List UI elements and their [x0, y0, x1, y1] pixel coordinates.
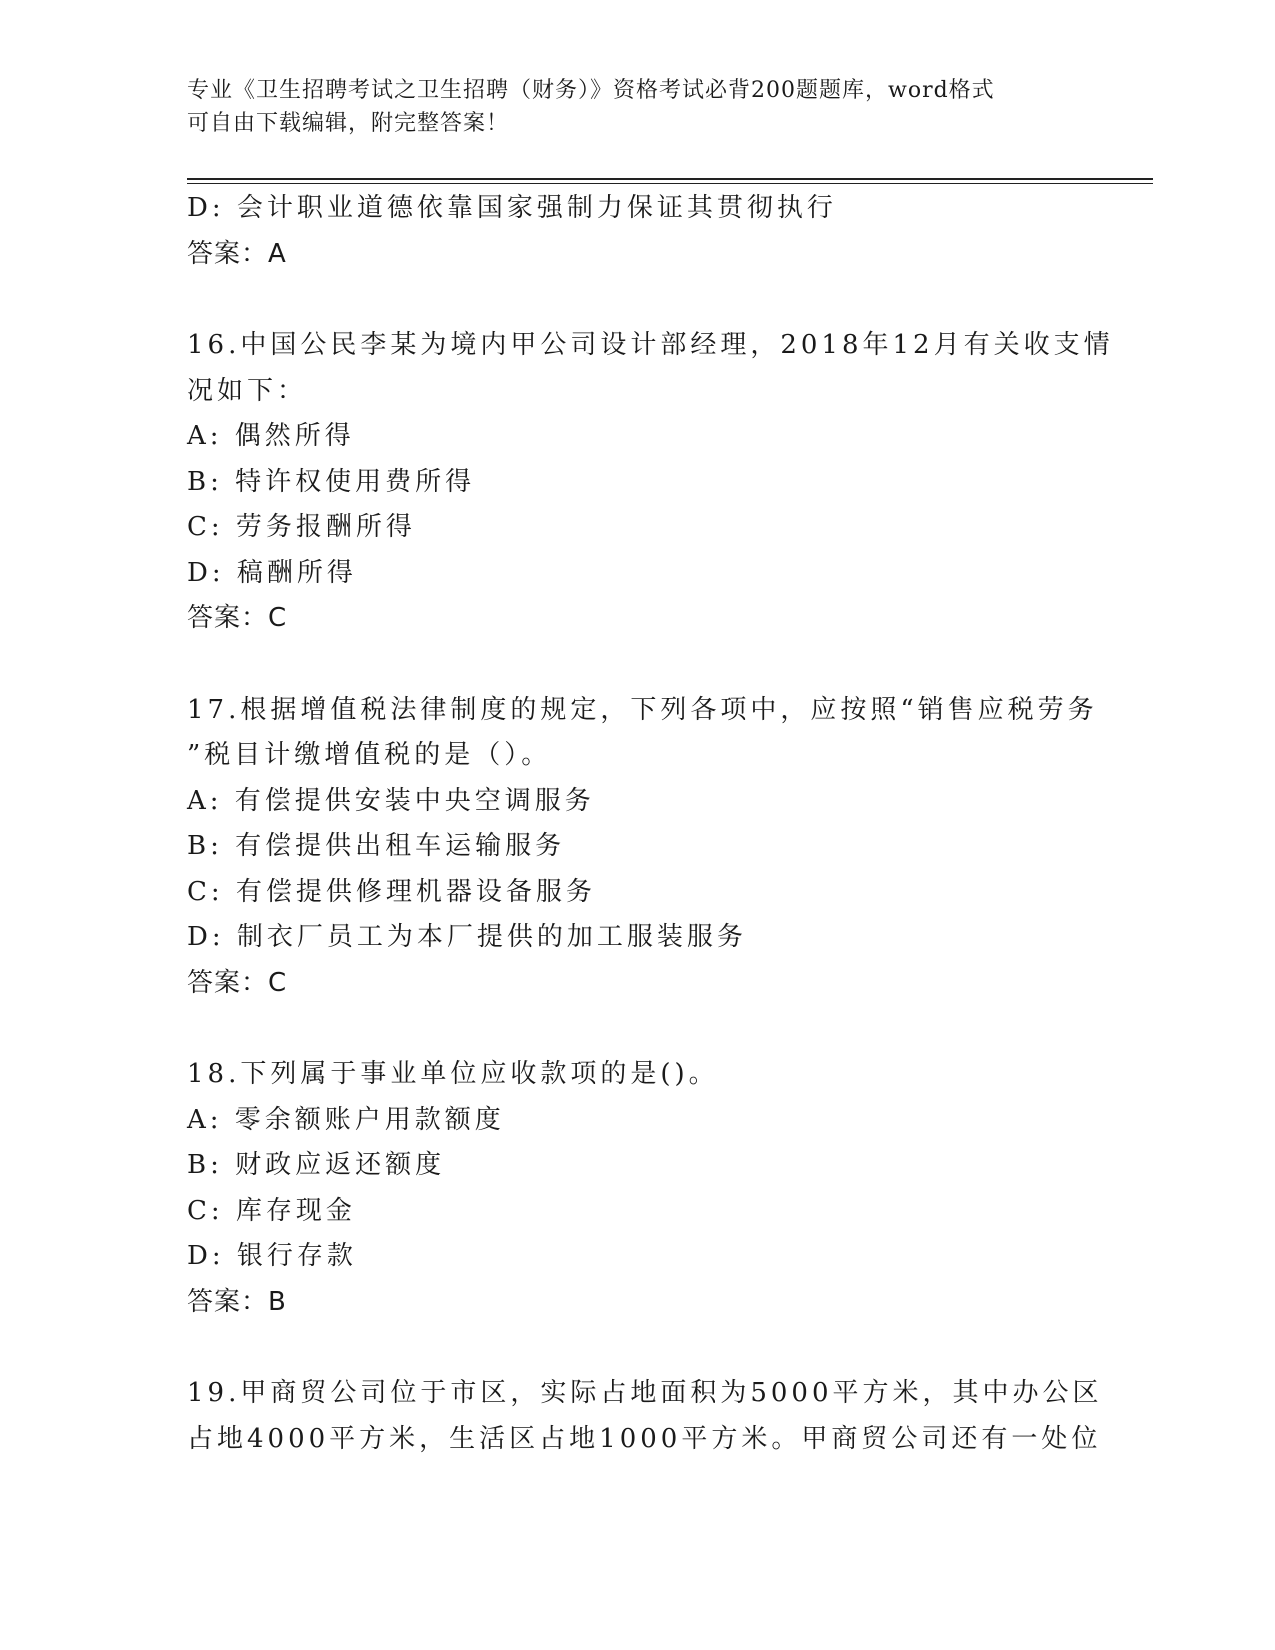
question-18-option-c: C: 库存现金: [187, 1195, 356, 1226]
question-16-option-a: A: 偶然所得: [187, 421, 355, 451]
header-line-2: 可自由下载编辑，附完整答案！: [187, 111, 510, 136]
header-line-1: 专业《卫生招聘考试之卫生招聘（财务）》资格考试必背200题题库，word格式: [187, 78, 995, 103]
question-17-option-c: C: 有偿提供修理机器设备服务: [187, 876, 596, 907]
question-19: [187, 1371, 1103, 1462]
question-17-option-a: A: 有偿提供安装中央空调服务: [187, 785, 595, 816]
question-18-option-d: D: 银行存款: [187, 1241, 357, 1271]
question-18-option-a: A: 零余额账户用款额度: [187, 1104, 505, 1135]
question-16-stem-line-2: 况如下：: [187, 375, 308, 406]
question-18-stem-line-1: 18.下列属于事业单位应收款项的是()。: [187, 1059, 719, 1089]
question-18-answer: 答案：B: [187, 1286, 287, 1317]
question-16-option-c: C: 劳务报酬所得: [187, 512, 416, 542]
question-18: [187, 1052, 1087, 1325]
header-divider-thick: [187, 178, 1153, 180]
question-17-stem-line-1: 17.根据增值税法律制度的规定，下列各项中，应按照“销售应税劳务: [187, 694, 1098, 725]
question-17-option-d: D: 制衣厂员工为本厂提供的加工服装服务: [187, 922, 747, 952]
question-17-stem-line-2: ”税目计缴增值税的是（）。: [187, 740, 552, 770]
document-header: [187, 74, 1067, 140]
header-divider-thin: [187, 183, 1153, 184]
question-19-stem-line-1: 19.甲商贸公司位于市区，实际占地面积为5000平方米，其中办公区: [187, 1378, 1103, 1408]
question-16-stem-line-1: 16.中国公民李某为境内甲公司设计部经理，2018年12月有关收支情: [187, 330, 1114, 360]
question-18-option-b: B: 财政应返还额度: [187, 1150, 446, 1180]
question-15-option-d: D: 会计职业道德依靠国家强制力保证其贯彻执行: [187, 193, 837, 223]
question-16-option-d: D: 稿酬所得: [187, 557, 357, 588]
question-16-option-b: B: 特许权使用费所得: [187, 466, 476, 497]
question-16-answer: 答案：C: [187, 603, 288, 633]
question-19-stem-line-2: 占地4000平方米，生活区占地1000平方米。甲商贸公司还有一处位: [187, 1423, 1102, 1454]
question-16: [187, 323, 1114, 642]
question-17: [187, 688, 1098, 1007]
question-17-option-b: B: 有偿提供出租车运输服务: [187, 831, 566, 861]
question-17-answer: 答案：C: [187, 967, 288, 998]
question-15-answer: 答案：A: [187, 238, 287, 269]
question-body: [187, 186, 1114, 1462]
